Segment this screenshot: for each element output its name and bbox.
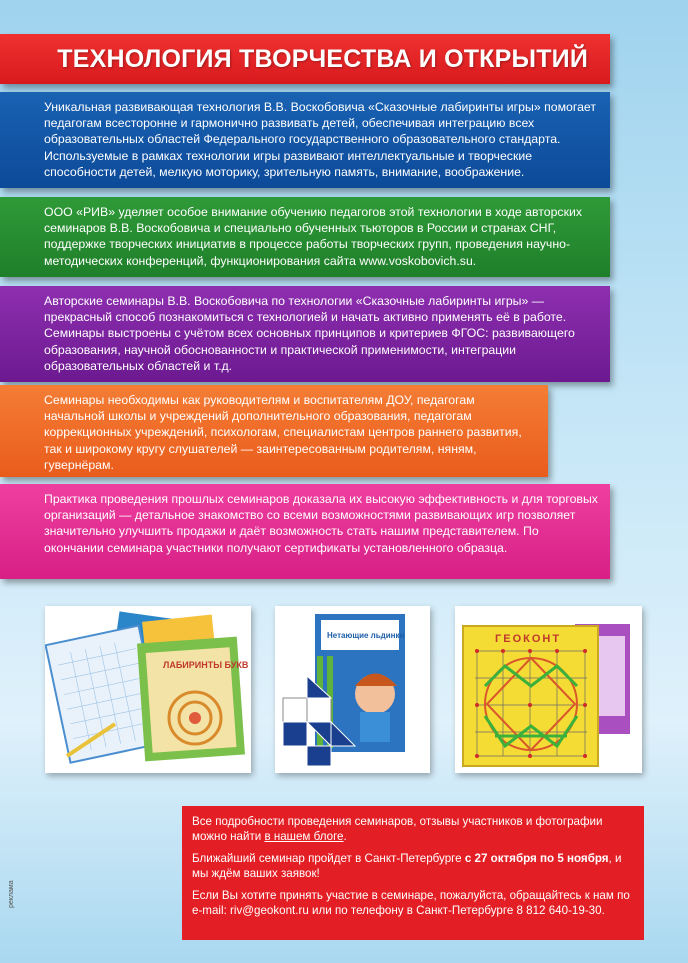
game2-title: Нетающие льдинки — [327, 631, 405, 640]
page-title: ТЕХНОЛОГИЯ ТВОРЧЕСТВА И ОТКРЫТИЙ — [57, 44, 588, 73]
info-details: Все подробности проведения семинаров, отзывы участников и фотографии можно найти в нашем блоге. — [192, 815, 603, 844]
game1-title: ЛАБИРИНТЫ БУКВ — [163, 660, 249, 670]
title-banner — [0, 34, 610, 84]
intro-paragraph: Уникальная развивающая технология В.В. Воскобовича «Сказочные лабиринты игры» помогает педагогам всесторонне и гармонично развивать детей, обеспечивая интеграцию всех образовательных областей Федерального государственного образовательного стандарта. Используемые в рамках технологии игры развивают интеллектуальные и творческие способности детей, мелкую моторику, зрительную память, внимание, воображение. — [0, 92, 610, 188]
contact-info-box — [182, 806, 644, 940]
game3-title: ГЕОКОНТ — [495, 633, 562, 645]
seminars-paragraph: Авторские семинары В.В. Воскобовича по технологии «Сказочные лабиринты игры» — прекрасный способ познакомиться с технологией и начать активно применять её в работе. Семинары выстроены с учётом всех основных принципов и критериев ФГОС: развивающего образования, научной обоснованности и практической применимости, интеграции образовательных областей и т.д. — [0, 286, 610, 382]
games-photo-geokont — [455, 606, 642, 773]
seminar-dates: с 27 октября по 5 ноября — [464, 851, 609, 865]
info-next-seminar: Ближайший семинар пройдет в Санкт-Петербурге с 27 октября по 5 ноября, и мы ждём ваших заявок! — [192, 851, 622, 881]
ad-label: реклама — [8, 880, 15, 908]
games-photo-ice — [275, 606, 430, 773]
info-contacts: Если Вы хотите принять участие в семинаре, пожалуйста, обращайтесь к нам по e-mail: riv@geokont.ru или по телефону в Санкт-Петербурге 8 812 640-19-30. — [192, 888, 630, 918]
audience-paragraph: Семинары необходимы как руководителям и воспитателям ДОУ, педагогам начальной школы и учреждений дополнительного образования, педагогам коррекционных учреждений, психологам, специалистам центров раннего развития, так и широкому кругу слушателей — заинтересованным родителям, няням, гувернёрам. — [0, 385, 548, 477]
blog-link[interactable]: в нашем блоге — [264, 830, 344, 844]
games-photo-labyrinth — [45, 606, 251, 773]
training-paragraph: ООО «РИВ» уделяет особое внимание обучению педагогов этой технологии в ходе авторских семинаров В.В. Воскобовича и специально обученных тьюторов в России и странах СНГ, поддержке творческих инициатив в процессе работы творческих групп, проведения научно-методических конференций, функционирования сайта www.voskobovich.su. — [0, 197, 610, 277]
practice-paragraph: Практика проведения прошлых семинаров доказала их высокую эффективность и для торговых организаций — детальное знакомство со всеми возможностями развивающих игр позволяет значительно улучшить продажи и даёт возможность стать нашим представителем. По окончании семинара участники получают сертификаты установленного образца. — [0, 484, 610, 579]
